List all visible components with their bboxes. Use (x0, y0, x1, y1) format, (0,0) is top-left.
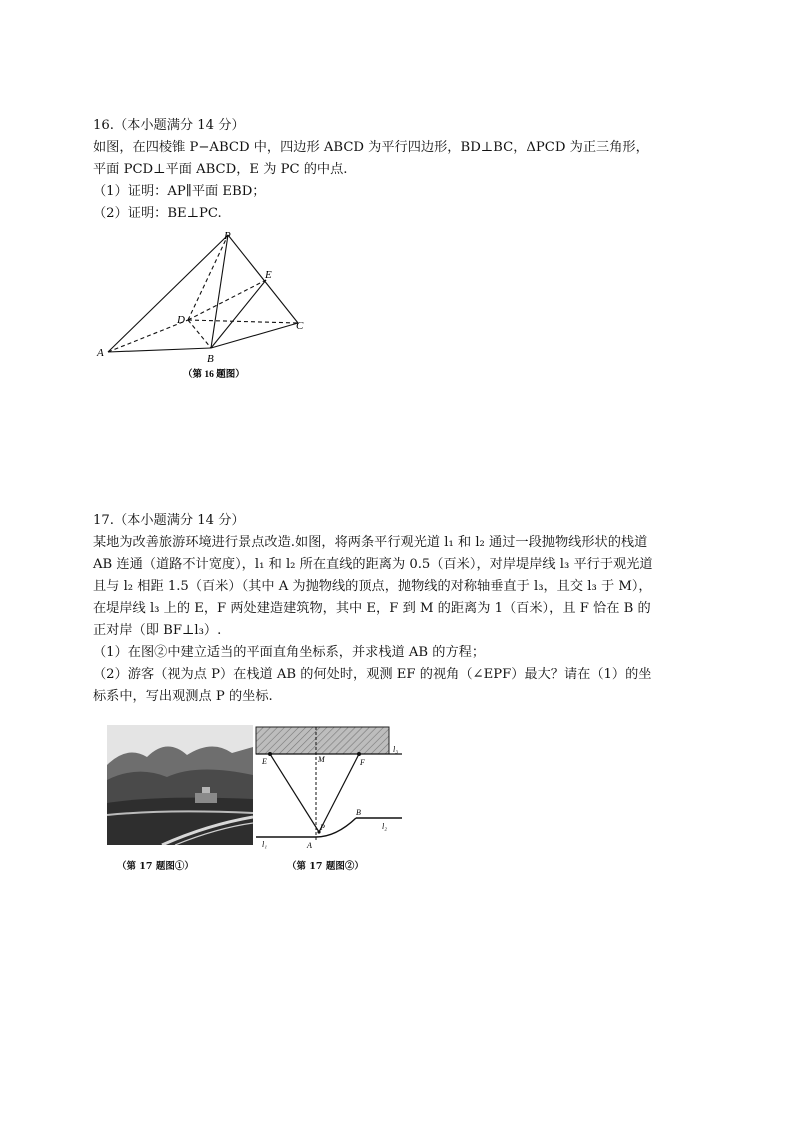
embankment-region (256, 727, 389, 754)
q16-pyramid-figure (93, 225, 308, 385)
label-F17: F (360, 758, 365, 767)
label-P17: P (320, 823, 325, 832)
label-A17: A (307, 841, 312, 850)
edge-BC (211, 323, 298, 348)
q17-schematic-figure (254, 722, 404, 872)
q16-figure-caption: （第 16 题图） (183, 370, 245, 380)
label-C: C (296, 320, 304, 332)
label-P: P (224, 230, 231, 242)
q17-header: 17.（本小题满分 14 分） (93, 513, 245, 528)
q16-line-2: 平面 PCD⊥平面 ABCD，E 为 PC 的中点. (93, 162, 348, 177)
q17-line-4: 在堤岸线 l₃ 上的 E，F 两处建造建筑物，其中 E，F 到 M 的距离为 1（百米），且 F 恰在 B 的 (93, 601, 651, 616)
label-E: E (265, 269, 272, 281)
label-l3: l₃ (393, 745, 399, 754)
point-E (268, 752, 272, 756)
label-D: D (177, 314, 185, 326)
q17-line-8: 标系中，写出观测点 P 的坐标. (93, 689, 273, 704)
label-M: M (318, 755, 325, 764)
edge-AB (108, 348, 211, 352)
q16-header: 16.（本小题满分 14 分） (93, 118, 245, 133)
edge-PA (108, 235, 228, 352)
edge-PC (228, 235, 298, 323)
q17-line-5: 正对岸（即 BF⊥l₃）. (93, 623, 222, 638)
edge-DE (188, 280, 266, 320)
q17-landscape-photo (107, 725, 253, 845)
point-F (357, 752, 361, 756)
label-l2: l₂ (382, 822, 388, 831)
label-E17: E (262, 757, 267, 766)
q17-figure2-caption: （第 17 题图②） (287, 861, 364, 872)
edge-AD (108, 320, 188, 352)
q17-line-2: AB 连通（道路不计宽度），l₁ 和 l₂ 所在直线的距离为 0.5（百米），对岸堤岸线 l₃ 平行于观光道 (93, 557, 653, 572)
sight-line-PE (270, 754, 319, 832)
label-B: B (207, 353, 214, 365)
q16-line-4: （2）证明：BE⊥PC. (93, 206, 222, 221)
q17-line-6: （1）在图②中建立适当的平面直角坐标系，并求栈道 AB 的方程； (93, 645, 486, 660)
q17-figure1-caption: （第 17 题图①） (117, 861, 194, 872)
q17-line-7: （2）游客（视为点 P）在栈道 AB 的何处时，观测 EF 的视角（∠EPF）最大？请在（1）的坐 (93, 667, 652, 682)
q16-line-3: （1）证明：AP∥平面 EBD； (93, 184, 266, 199)
edge-DC (188, 320, 298, 323)
label-l1: l₁ (262, 840, 268, 849)
label-A: A (97, 347, 104, 359)
q17-line-3: 且与 l₂ 相距 1.5（百米）（其中 A 为抛物线的顶点，抛物线的对称轴垂直于 l₃，且交 l₃ 于 M）， (93, 579, 652, 594)
label-B17: B (356, 808, 361, 817)
q17-line-1: 某地为改善旅游环境进行景点改造.如图，将两条平行观光道 l₁ 和 l₂ 通过一段抛物线形状的栈道 (93, 535, 648, 550)
edge-DB (188, 320, 211, 348)
q16-line-1: 如图，在四棱锥 P−ABCD 中，四边形 ABCD 为平行四边形，BD⊥BC，ΔPCD 为正三角形， (93, 140, 649, 155)
edge-PB (211, 235, 228, 348)
